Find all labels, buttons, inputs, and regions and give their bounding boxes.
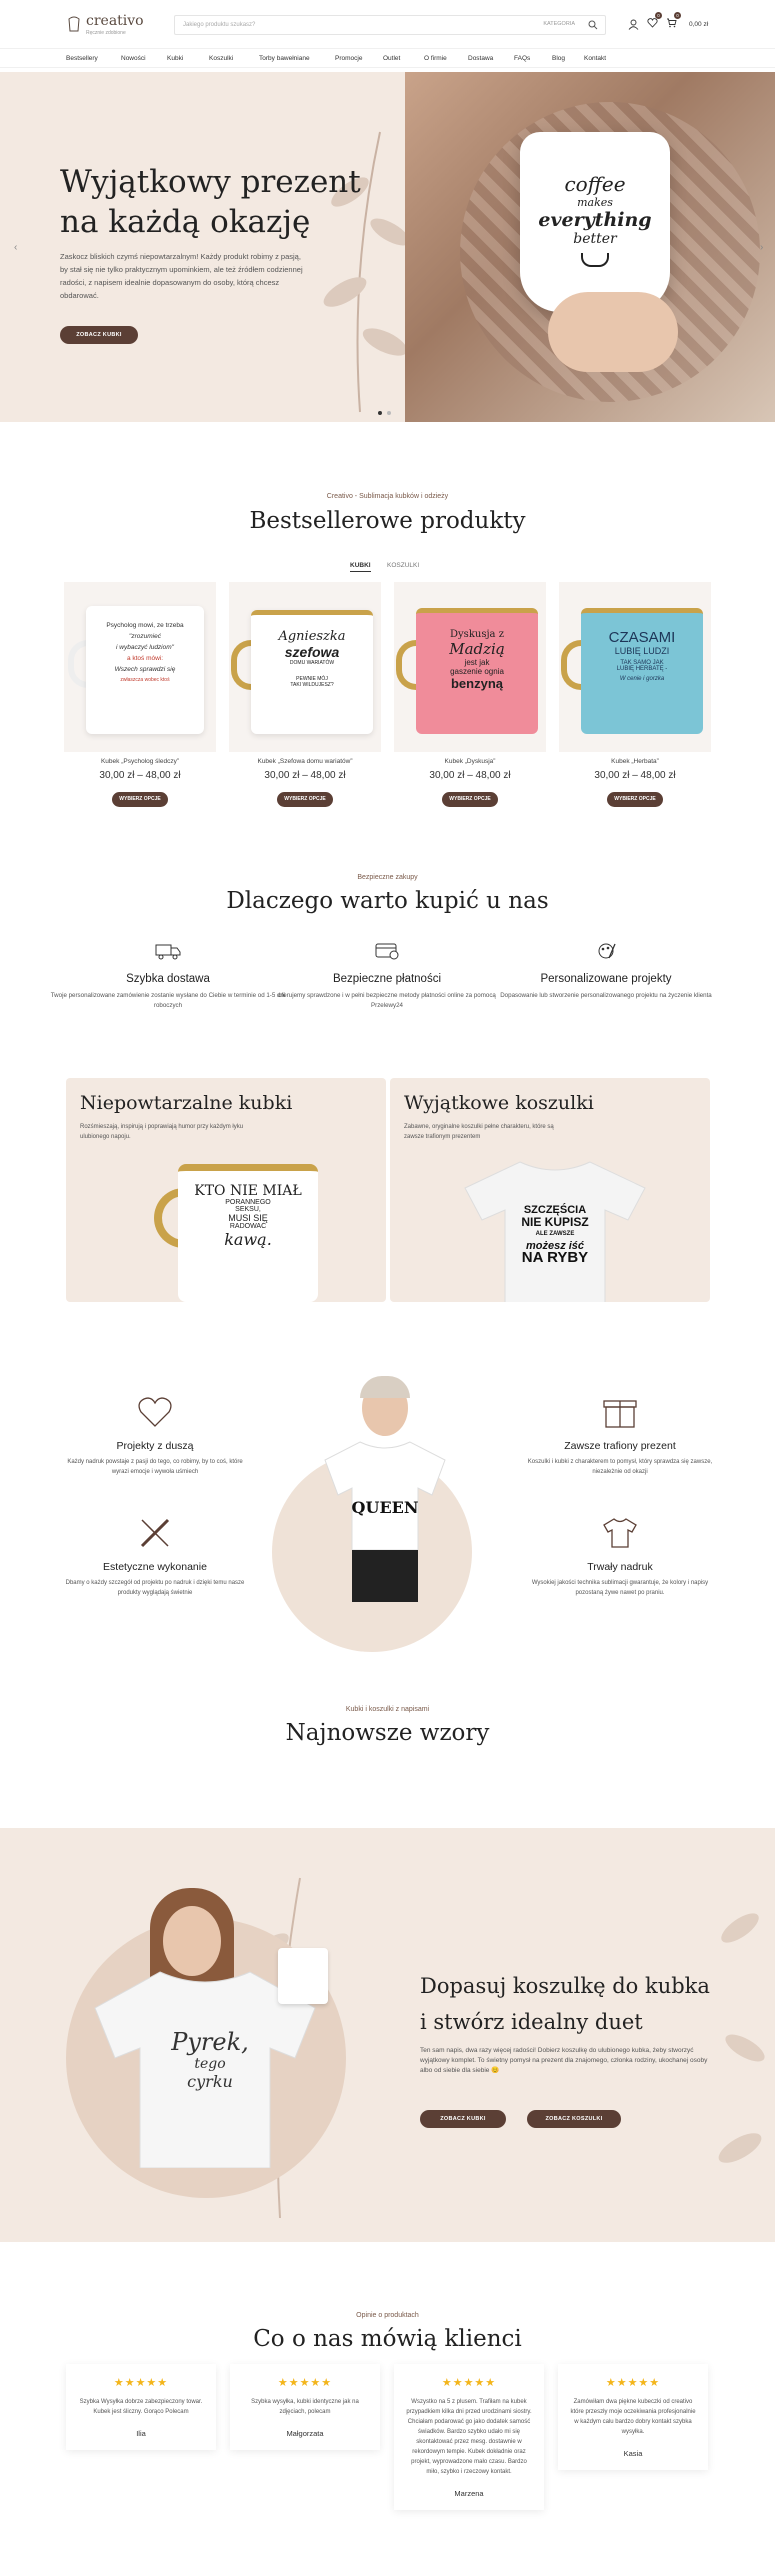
tools-icon — [136, 1516, 174, 1550]
mug-text-line: W cenie i gorzka — [619, 676, 665, 682]
product-image[interactable] — [394, 582, 546, 752]
nav-item-outlet[interactable]: Outlet — [383, 55, 401, 62]
select-options-button[interactable]: WYBIERZ OPCJE — [277, 792, 333, 807]
mug-text-line: TAKI WILDUJESZ? — [290, 682, 334, 688]
feature-title: Szybka dostawa — [126, 973, 210, 985]
why-title: Dlaczego warto kupić u nas — [226, 888, 549, 914]
logo-subtitle: Ręcznie zdobione — [86, 30, 126, 36]
feature-personalized — [481, 942, 731, 1001]
benefit-gift — [525, 1395, 715, 1477]
nav-item-blog[interactable]: Blog — [552, 55, 566, 62]
product-name[interactable]: Kubek „Szefowa domu wariatów” — [257, 758, 353, 765]
see-shirts-button[interactable]: ZOBACZ KOSZULKI — [527, 2110, 621, 2128]
feature-secure-payments — [262, 942, 512, 1011]
reviews-title: Co o nas mówią klienci — [253, 2326, 522, 2352]
cart-button[interactable] — [666, 15, 677, 33]
product-price: 30,00 zł – 48,00 zł — [429, 770, 511, 781]
promo-text: Zabawne, oryginalne koszulki pełne charakteru, które są zawsze trafionym prezentem — [404, 1124, 554, 1140]
mug-text-line: PORANNEGO — [225, 1199, 271, 1206]
product-name[interactable]: Kubek „Herbata” — [611, 758, 659, 765]
review-author: Ilia — [136, 2429, 146, 2438]
shirt-text — [510, 1204, 600, 1264]
slide-dot[interactable] — [387, 411, 391, 415]
feature-title: Personalizowane projekty — [540, 973, 672, 985]
tab-kubki[interactable]: KUBKI — [350, 562, 371, 572]
promo-card-mugs[interactable] — [66, 1078, 386, 1302]
shirt-text: QUEEN — [351, 1498, 419, 1517]
review-text: Zamówiłam dwa piękne kubeczki od creativo które przeszły moje oczekiwania profesjonalnie w każdym calu bardzo dobry kontakt szybka wysyłka. — [570, 2399, 696, 2435]
benefit-text: Dbamy o każdy szczegół od projektu po nadruk i dzięki temu nasze produkty wyglądają świetnie — [65, 1580, 245, 1596]
mug-text-line: LUBIĘ HERBATĘ - — [616, 666, 668, 672]
review-text: Szybka wysyłka, kubki identyczne jak na zdjęciach, polecam — [251, 2399, 359, 2415]
rating-stars: ★★★★★ — [441, 2377, 497, 2389]
bestsellers-eyebrow: Creativo - Sublimacja kubków i odzieży — [326, 493, 449, 500]
mug-text-line: szefowa — [284, 644, 340, 660]
mug-text-line: CZASAMI — [608, 629, 676, 646]
mug-text-line: Madzią — [449, 640, 505, 658]
hero-banner — [0, 72, 775, 422]
mug-text-line: Dyskusja z — [450, 629, 504, 640]
payment-icon — [373, 942, 401, 960]
nav-item-bestsellery[interactable]: Bestsellery — [66, 55, 98, 62]
benefit-text: Koszulki i kubki z charakterem to pomysł, który sprawdza się zawsze, niezależnie od okazji — [527, 1459, 713, 1475]
logo-text: creativo — [86, 13, 144, 29]
nav-item-torby[interactable]: Torby bawełniane — [259, 55, 310, 62]
duet-banner — [0, 1828, 775, 2242]
rating-stars: ★★★★★ — [605, 2377, 661, 2389]
mug-text-line: SEKSU, — [235, 1206, 261, 1213]
product-name[interactable]: Kubek „Psycholog śledczy” — [100, 758, 180, 765]
nav-item-koszulki[interactable]: Koszulki — [209, 55, 234, 62]
mug-text-line: KTO NIE MIAŁ — [194, 1183, 302, 1199]
prev-slide-icon[interactable]: ‹ — [14, 242, 18, 253]
feature-title: Bezpieczne płatności — [332, 973, 442, 985]
shirt-text-line: NIE KUPISZ — [521, 1215, 589, 1229]
nav-item-o-firmie[interactable]: O firmie — [424, 55, 447, 62]
mug-text-line: RADOWAĆ — [229, 1223, 267, 1230]
shirt-text-line: SZCZĘŚCIA — [523, 1204, 587, 1216]
product-image[interactable] — [229, 582, 381, 752]
feature-text: oferujemy sprawdzone i w pełni bezpieczne metody płatności online za pomocą Przelewy24 — [278, 992, 496, 1009]
rating-stars: ★★★★★ — [277, 2377, 333, 2389]
duet-text: Ten sam napis, dwa razy więcej radości! Dobierz koszulkę do ulubionego kubka, żeby stworzyć wyjątkowy komplet. To świetny pomysł na prezent dla znajomego, członka rodziny, ukochanej osoby albo od siebie dla siebie 😊 — [420, 2047, 708, 2074]
nav-item-kubki[interactable]: Kubki — [167, 55, 184, 62]
product-name[interactable]: Kubek „Dyskusja” — [444, 758, 496, 765]
search-icon[interactable] — [588, 20, 598, 30]
benefit-durable — [525, 1516, 715, 1598]
mug-text-line: "zrozumieć — [129, 633, 161, 640]
review-text: Wszystko na 5 z plusem. Trafiłam na kubek przypadkiem kilka dni przed urodzinami siostry. Chciałam podarować go jako dodatek samość świadków. Bardzo szybko udało mi się skontaktować przez mesg. dostawnie w rekordowym tempie. Kubek dokładnie oraz projekt, wyprowadzone mało czasu. Bardzo miło, szybko i rzeczowy kontakt. — [406, 2399, 532, 2475]
mug-text-line: i wybaczyć ludziom" — [116, 644, 174, 651]
cart-count: 0 — [674, 12, 681, 19]
site-header — [0, 0, 775, 48]
mug-text-line: kawą. — [224, 1230, 272, 1249]
hero-text: Zaskocz bliskich czymś niepowtarzalnym! Każdy produkt robimy z pasją, by stał się nie tylko praktycznym upominkiem, ale też źródłem codziennej radości, z napisem idealnie dopasowanym do osoby, którą chcesz obdarować. — [60, 252, 303, 300]
truck-icon — [154, 942, 182, 960]
benefit-title: Projekty z duszą — [116, 1440, 194, 1452]
shirt-icon — [601, 1516, 639, 1550]
search-input[interactable] — [174, 15, 606, 35]
mug-text-line: MUSI SIĘ — [228, 1213, 268, 1223]
mug-text-line: a ktoś mówi: — [126, 655, 164, 662]
nav-item-dostawa[interactable]: Dostawa — [468, 55, 494, 62]
review-card — [230, 2364, 380, 2450]
review-text: Szybka Wysyłka dobrze zabezpieczony towar. Kubek jest śliczny. Gorąco Polecam — [79, 2399, 203, 2415]
mug-text-line: TAK SAMO JAK — [620, 660, 664, 666]
mug-text-line: gaszenie ognia — [450, 667, 504, 676]
mug-text-line: everything — [538, 209, 652, 231]
hero-title: Wyjątkowy prezent na każdą okazję — [60, 164, 361, 240]
benefit-soul — [60, 1395, 250, 1477]
mug-text-line: makes — [577, 196, 613, 209]
product-image[interactable] — [64, 582, 216, 752]
review-card — [394, 2364, 544, 2510]
benefit-title: Zawsze trafiony prezent — [564, 1440, 676, 1452]
promo-mug — [178, 1164, 318, 1302]
wishlist-count: 0 — [655, 12, 662, 19]
feature-text: Dopasowanie lub stworzenie personalizowanego projektu na życzenie klienta — [500, 992, 712, 999]
wishlist-button[interactable] — [647, 15, 658, 33]
product-price: 30,00 zł – 48,00 zł — [264, 770, 346, 781]
mug-text-line: Wszech sprawdzi się — [114, 666, 176, 673]
mug-text-line: DOMU WARIATÓW — [289, 660, 335, 666]
heart-icon — [136, 1395, 174, 1429]
nav-item-nowosci[interactable]: Nowości — [121, 55, 146, 62]
nav-item-kontakt[interactable]: Kontakt — [584, 55, 607, 62]
shirt-text — [160, 2028, 260, 2091]
product-price: 30,00 zł – 48,00 zł — [99, 770, 181, 781]
search-placeholder: Jakiego produktu szukasz? — [183, 22, 256, 28]
reviews-eyebrow: Opinie o produktach — [356, 2312, 419, 2319]
bestsellers-title: Bestsellerowe produkty — [249, 508, 526, 534]
promo-card-shirts[interactable] — [390, 1078, 710, 1302]
logo-mug-icon — [66, 15, 82, 33]
why-eyebrow: Bezpieczne zakupy — [357, 874, 418, 881]
hero-mug — [520, 132, 670, 312]
next-slide-icon[interactable]: › — [760, 242, 764, 253]
cup-icon — [581, 253, 609, 267]
model-photo — [330, 1380, 440, 1620]
hero-cta-button[interactable]: ZOBACZ KUBKI — [60, 326, 138, 344]
duet-title: Dopasuj koszulkę do kubka i stwórz idealny duet — [420, 1974, 710, 2034]
mug-text-line: Agnieszka — [278, 629, 346, 644]
cart-total[interactable]: 0,00 zł — [689, 20, 709, 28]
select-options-button[interactable]: WYBIERZ OPCJE — [442, 792, 498, 807]
benefit-text: Każdy nadruk powstaje z pasji do tego, co robimy, by to coś, które wyrazi emocje i wywoła uśmiech — [67, 1459, 243, 1475]
gift-icon — [601, 1395, 639, 1429]
mug-text-line: jest jak — [464, 658, 490, 667]
shirt-text-line: tego — [194, 2056, 226, 2072]
benefit-quality — [60, 1516, 250, 1598]
feature-fast-delivery — [43, 942, 293, 1011]
feature-text: Twoje personalizowane zamówienie zostanie wysłane do Ciebie w terminie od 1-5 dni roboczych — [50, 992, 286, 1009]
select-options-button[interactable]: WYBIERZ OPCJE — [607, 792, 663, 807]
mug-text-line: better — [573, 231, 617, 247]
promo-title: Niepowtarzalne kubki — [80, 1092, 293, 1114]
newest-eyebrow: Kubki i koszulki z napisami — [345, 1706, 430, 1713]
promo-title: Wyjątkowe koszulki — [404, 1092, 594, 1114]
mug-text-line: benzyną — [450, 676, 503, 691]
review-author: Małgorzata — [286, 2429, 324, 2438]
nav-item-faqs[interactable]: FAQs — [514, 55, 531, 62]
review-author: Marzena — [454, 2489, 484, 2498]
logo[interactable] — [66, 12, 144, 36]
shirt-text-line: możesz iść — [525, 1240, 585, 1252]
select-options-button[interactable]: WYBIERZ OPCJE — [112, 792, 168, 807]
hands — [548, 292, 678, 372]
product-image[interactable] — [559, 582, 711, 752]
rating-stars: ★★★★★ — [113, 2377, 169, 2389]
duet-mug — [278, 1948, 328, 2004]
slide-dot-active[interactable] — [378, 411, 382, 415]
benefit-text: Wysokiej jakości technika sublimacji gwarantuje, że kolory i napisy pozostaną żywe nawet po praniu. — [531, 1580, 709, 1596]
nav-item-promocje[interactable]: Promocje — [335, 55, 363, 62]
shirt-text-line: NA RYBY — [521, 1249, 589, 1266]
mug-text-line: zwłaszcza wobec ktoś — [120, 677, 170, 683]
account-icon[interactable] — [628, 19, 639, 30]
promo-text: Rozśmieszają, inspirują i poprawiają humor przy każdym łyku ulubionego napoju. — [80, 1124, 244, 1140]
mug-text-line: PEWNIE MÓJ — [296, 676, 328, 682]
mug-text-line: LUBIĘ LUDZI — [614, 646, 670, 656]
tab-koszulki[interactable]: KOSZULKI — [387, 562, 420, 569]
review-card — [66, 2364, 216, 2450]
product-price: 30,00 zł – 48,00 zł — [594, 770, 676, 781]
see-mugs-button[interactable]: ZOBACZ KUBKI — [420, 2110, 506, 2128]
model-face — [163, 1906, 221, 1976]
review-author: Kasia — [623, 2449, 643, 2458]
shirt-text-line: ALE ZAWSZE — [535, 1231, 575, 1237]
main-nav — [0, 48, 775, 68]
newest-title: Najnowsze wzory — [285, 1720, 490, 1746]
benefit-title: Estetyczne wykonanie — [103, 1561, 207, 1573]
mug-text-line: coffee — [564, 172, 626, 196]
design-icon — [592, 942, 620, 960]
benefit-title: Trwały nadruk — [587, 1561, 653, 1573]
shirt-text-line: cyrku — [187, 2072, 233, 2091]
review-card — [558, 2364, 708, 2470]
shirt-text-line: Pyrek, — [171, 2028, 249, 2056]
mug-text-line: Psycholog mowi, ze trzeba — [106, 622, 184, 629]
search-category-select[interactable]: KATEGORIA — [543, 21, 575, 27]
